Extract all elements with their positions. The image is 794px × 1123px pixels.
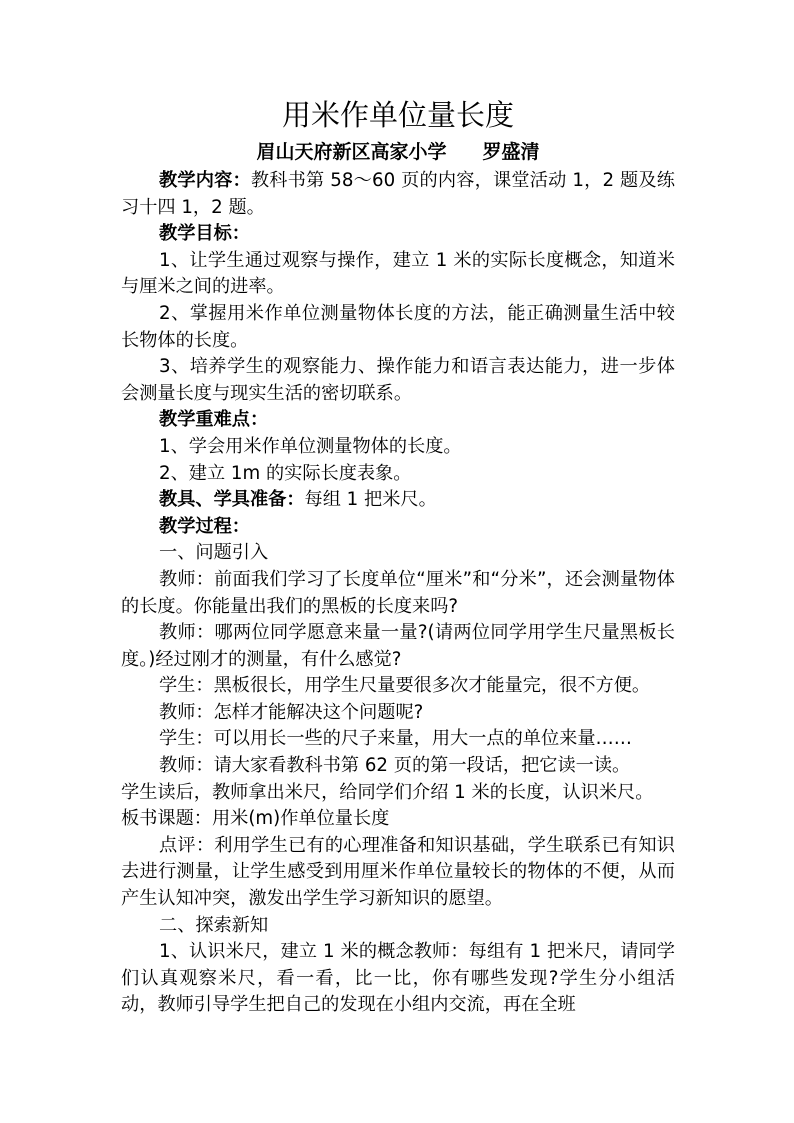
dialogue-6: 教师：请大家看教科书第 62 页的第一段话，把它读一读。: [159, 755, 631, 777]
dialogue-3: 学生：黑板很长，用学生尺量要很多次才能量完，很不方便。: [159, 675, 651, 697]
goal-2: 2、掌握用米作单位测量物体长度的方法，能正确测量生活中较长物体的长度。: [121, 302, 675, 351]
key-point-1: 1、学会用米作单位测量物体的长度。: [159, 435, 462, 457]
school-name: 眉山天府新区高家小学: [256, 141, 447, 163]
goal-3: 3、培养学生的观察能力、操作能力和语言表达能力，进一步体会测量长度与现实生活的密切联系。: [121, 356, 675, 404]
tools-text: 每组 1 把米尺。: [304, 489, 437, 511]
tools-paragraph: [121, 487, 675, 514]
key-points-heading: 教学重难点：: [159, 409, 269, 431]
goal-1: 1、让学生通过观察与操作，建立 1 米的实际长度概念，知道米与厘米之间的进率。: [121, 249, 675, 298]
content-paragraph: [121, 168, 675, 221]
content-text: 教科书第 58～60 页的内容，课堂活动 1，2 题及练习十四 1，2 题。: [121, 170, 675, 218]
tools-label: 教具、学具准备：: [159, 489, 305, 511]
key-point-2: 2、建立 1m 的实际长度表象。: [159, 462, 412, 484]
section-1-heading: 一、问题引入: [159, 542, 269, 564]
dialogue-4: 教师：怎样才能解决这个问题呢?: [159, 701, 424, 723]
author-line: [121, 136, 675, 168]
section-2-heading: 二、探索新知: [159, 914, 269, 936]
board-title: 板书课题：用米(m)作单位量长度: [121, 808, 390, 830]
dialogue-5: 学生：可以用长一些的尺子来量，用大一点的单位来量……: [159, 728, 632, 750]
dialogue-2: 教师：哪两位同学愿意来量一量?(请两位同学用学生尺量黑板长度。)经过刚才的测量，有什么感觉?: [121, 622, 675, 670]
teacher-name: 罗盛清: [482, 141, 540, 163]
process-heading: 教学过程：: [159, 515, 250, 537]
dialogue-7: 学生读后，教师拿出米尺，给同学们介绍 1 米的长度，认识米尺。: [121, 781, 654, 803]
comment-paragraph: 点评：利用学生已有的心理准备和知识基础，学生联系已有知识去进行测量，让学生感受到用厘米作单位量较长的物体的不便，从而产生认知冲突，激发出学生学习新知识的愿望。: [121, 834, 675, 910]
goals-heading: 教学目标：: [159, 223, 250, 245]
content-label: 教学内容：: [159, 170, 251, 191]
activity-1-paragraph: 1、认识米尺，建立 1 米的概念教师：每组有 1 把米尺，请同学们认真观察米尺，看一看，比一比，你有哪些发现?学生分小组活动，教师引导学生把自己的发现在小组内交流，再在全班: [121, 941, 675, 1016]
dialogue-1: 教师：前面我们学习了长度单位“厘米”和“分米”，还会测量物体的长度。你能量出我们的黑板的长度来吗?: [121, 568, 675, 617]
document-title: 用米作单位量长度: [281, 98, 514, 132]
